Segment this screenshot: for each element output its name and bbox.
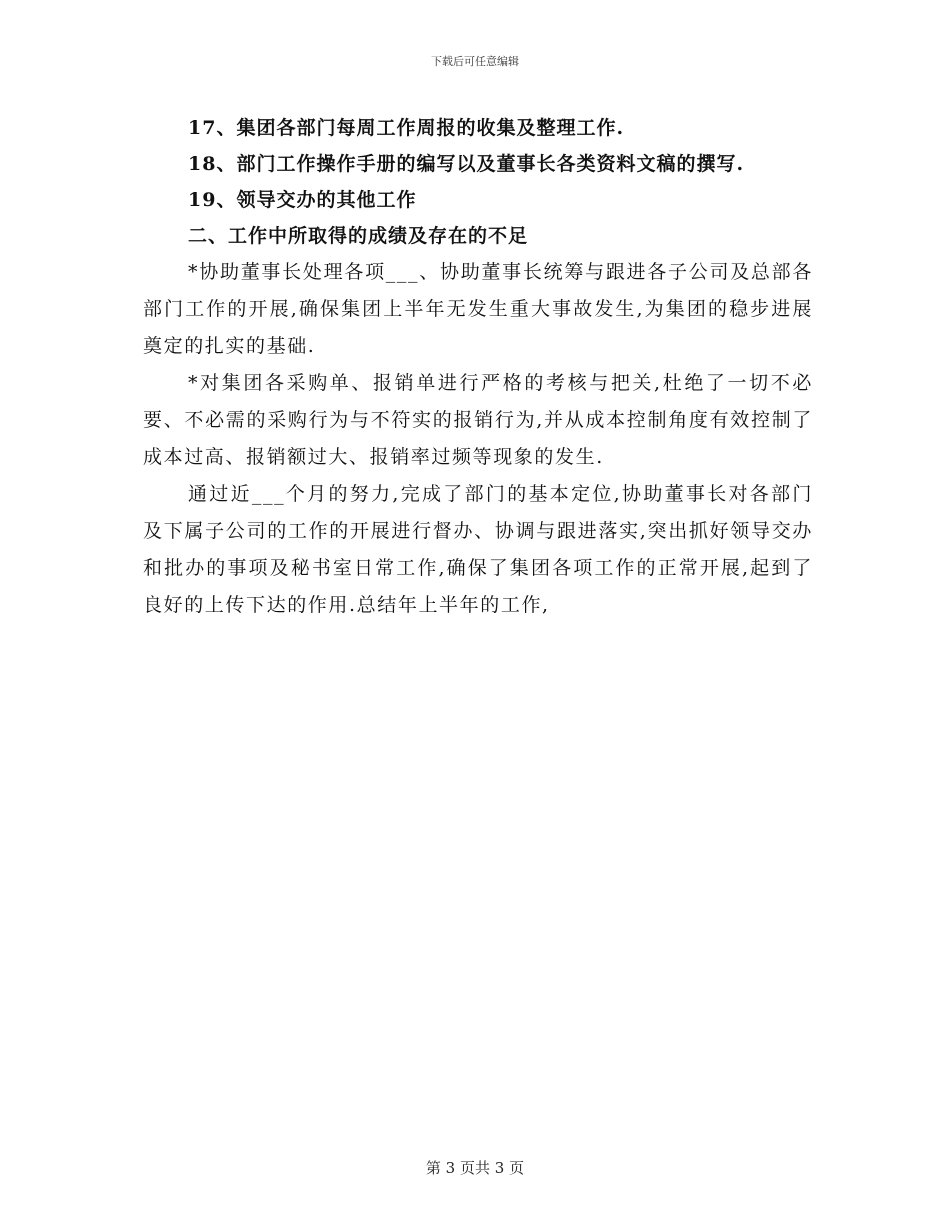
paragraph-2: *对集团各采购单、报销单进行严格的考核与把关,杜绝了一切不必要、不必需的采购行为与不符实的报销行为,并从成本控制角度有效控制了成本过高、报销额过大、报销率过频等现象的发生.: [143, 372, 813, 468]
section-heading: 二、工作中所取得的成绩及存在的不足: [188, 225, 529, 247]
page-number: 第 3 页共 3 页: [425, 1159, 525, 1177]
page-header-note: 下载后可任意编辑: [431, 55, 519, 68]
paragraph-1: *协助董事长处理各项___、协助董事长统筹与跟进各子公司及总部各部门工作的开展,确保集团上半年无发生重大事故发生,为集团的稳步进展奠定的扎实的基础.: [143, 261, 813, 357]
list-item-19: 19、领导交办的其他工作: [188, 189, 417, 211]
document-body: [143, 110, 813, 624]
list-item-18: 18、部门工作操作手册的编写以及董事长各类资料文稿的撰写.: [188, 153, 745, 175]
list-item-17: 17、集团各部门每周工作周报的收集及整理工作.: [188, 117, 625, 139]
paragraph-3: 通过近___个月的努力,完成了部门的基本定位,协助董事长对各部门及下属子公司的工作的开展进行督办、协调与跟进落实,突出抓好领导交办和批办的事项及秘书室日常工作,确保了集团各项工作的正常开展,起到了良好的上传下达的作用.总结年上半年的工作,: [143, 483, 813, 616]
